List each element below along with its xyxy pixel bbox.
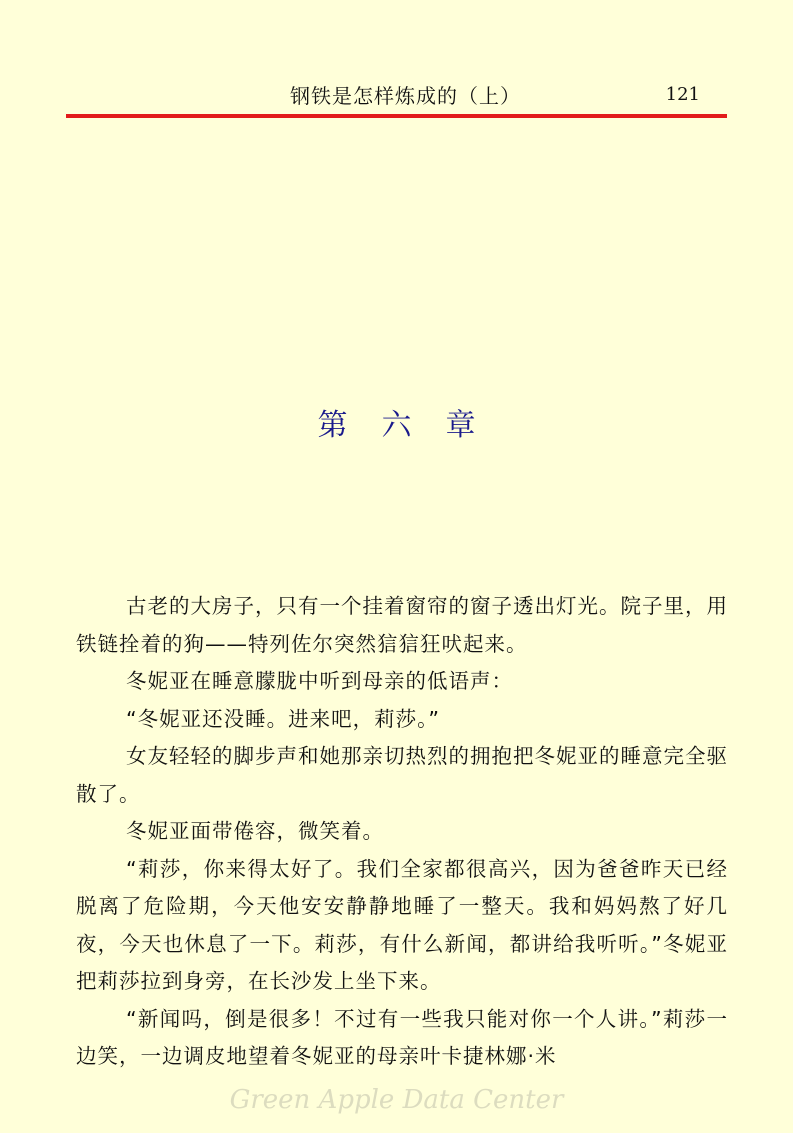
paragraph: 女友轻轻的脚步声和她那亲切热烈的拥抱把冬妮亚的睡意完全驱散了。 <box>76 744 728 806</box>
paragraph: 冬妮亚在睡意朦胧中听到母亲的低语声： <box>126 669 513 693</box>
paragraph: 古老的大房子，只有一个挂着窗帘的窗子透出灯光。院子里，用铁链拴着的狗——特列佐尔突然狺狺狂吠起来。 <box>76 594 728 656</box>
page-number: 121 <box>665 84 700 105</box>
paragraph: “新闻吗，倒是很多！不过有一些我只能对你一个人讲。”莉莎一边笑，一边调皮地望着冬妮亚的母亲叶卡捷林娜·米 <box>76 1006 728 1068</box>
paragraph: “冬妮亚还没睡。进来吧，莉莎。” <box>126 706 440 731</box>
paragraph: 冬妮亚面带倦容，微笑着。 <box>126 819 384 843</box>
book-title: 钢铁是怎样炼成的（上） <box>290 84 521 108</box>
watermark: Green Apple Data Center <box>229 1085 564 1115</box>
paragraph: “莉莎，你来得太好了。我们全家都很高兴，因为爸爸昨天已经脱离了危险期，今天他安安静静地睡了一整天。我和妈妈熬了好几夜，今天也休息了一下。莉莎，有什么新闻，都讲给我听听。”冬妮亚把莉莎拉到身旁，在长沙发上坐下来。 <box>76 856 728 993</box>
chapter-title: 第六章 <box>317 408 510 443</box>
body-text <box>76 588 728 1076</box>
header-rule <box>66 114 727 118</box>
